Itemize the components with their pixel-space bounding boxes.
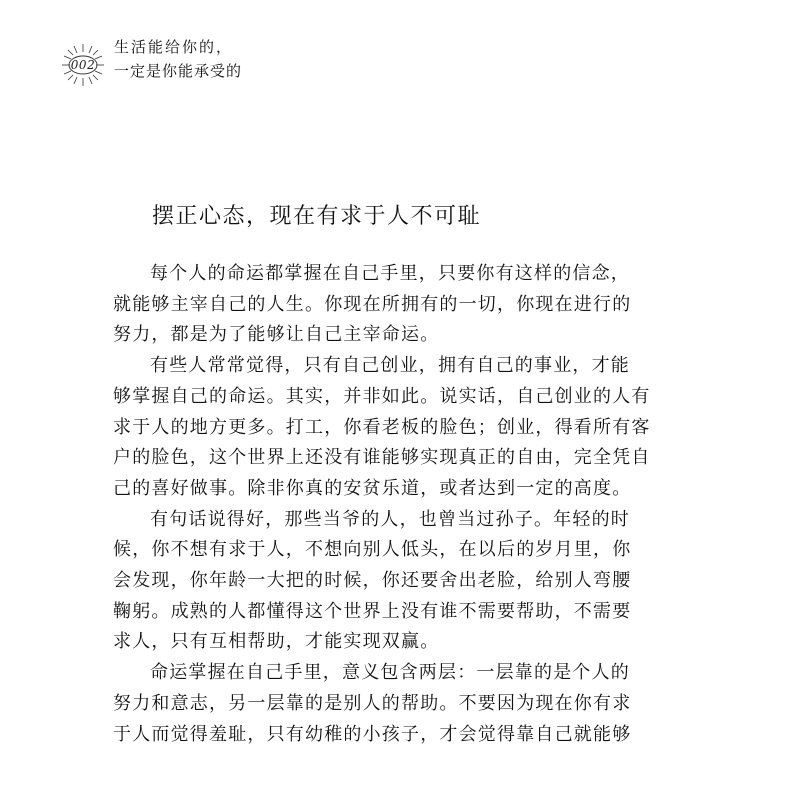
text-line: 努力和意志，另一层靠的是别人的帮助。不要因为现在你有求	[113, 692, 632, 714]
text-line: 求于人的地方更多。打工，你看老板的脸色；创业，得看所有客	[113, 416, 651, 438]
text-line: 有句话说得好，那些当爷的人，也曾当过孙子。年轻的时	[150, 508, 630, 530]
body-text	[113, 259, 685, 750]
section-title: 摆正心态，现在有求于人不可耻	[152, 204, 482, 229]
paragraph	[113, 259, 685, 351]
text-line: 会发现，你年龄一大把的时候，你还要舍出老脸，给别人弯腰	[113, 570, 632, 592]
text-line: 户的脸色，这个世界上还没有谁能够实现真正的自由，完全凭自	[113, 447, 651, 469]
paragraph	[113, 351, 685, 505]
page-number-badge	[60, 42, 106, 88]
running-header	[50, 32, 350, 92]
text-line: 鞠躬。成熟的人都懂得这个世界上没有谁不需要帮助，不需要	[113, 600, 632, 622]
header-title-line-2: 一定是你能承受的	[114, 62, 243, 80]
paragraph	[113, 658, 685, 750]
text-line: 于人而觉得羞耻，只有幼稚的小孩子，才会觉得靠自己就能够	[113, 723, 632, 745]
paragraph	[113, 505, 685, 659]
text-line: 己的喜好做事。除非你真的安贫乐道，或者达到一定的高度。	[113, 477, 632, 499]
text-line: 够掌握自己的命运。其实，并非如此。说实话，自己创业的人有	[113, 385, 651, 407]
text-line: 每个人的命运都掌握在自己手里，只要你有这样的信念，	[150, 263, 630, 284]
text-line: 命运掌握在自己手里，意义包含两层：一层靠的是个人的	[150, 662, 630, 684]
text-line: 努力，都是为了能够让自己主宰命运。	[113, 324, 440, 346]
page-number: 002	[70, 58, 96, 72]
text-line: 就能够主宰自己的人生。你现在所拥有的一切，你现在进行的	[113, 293, 632, 315]
header-title-line-1: 生活能给你的，	[114, 38, 234, 56]
text-line: 有些人常常觉得，只有自己创业，拥有自己的事业，才能	[150, 355, 630, 377]
text-line: 求人，只有互相帮助，才能实现双赢。	[113, 631, 440, 653]
text-line: 候，你不想有求于人，不想向别人低头，在以后的岁月里，你	[113, 539, 632, 561]
